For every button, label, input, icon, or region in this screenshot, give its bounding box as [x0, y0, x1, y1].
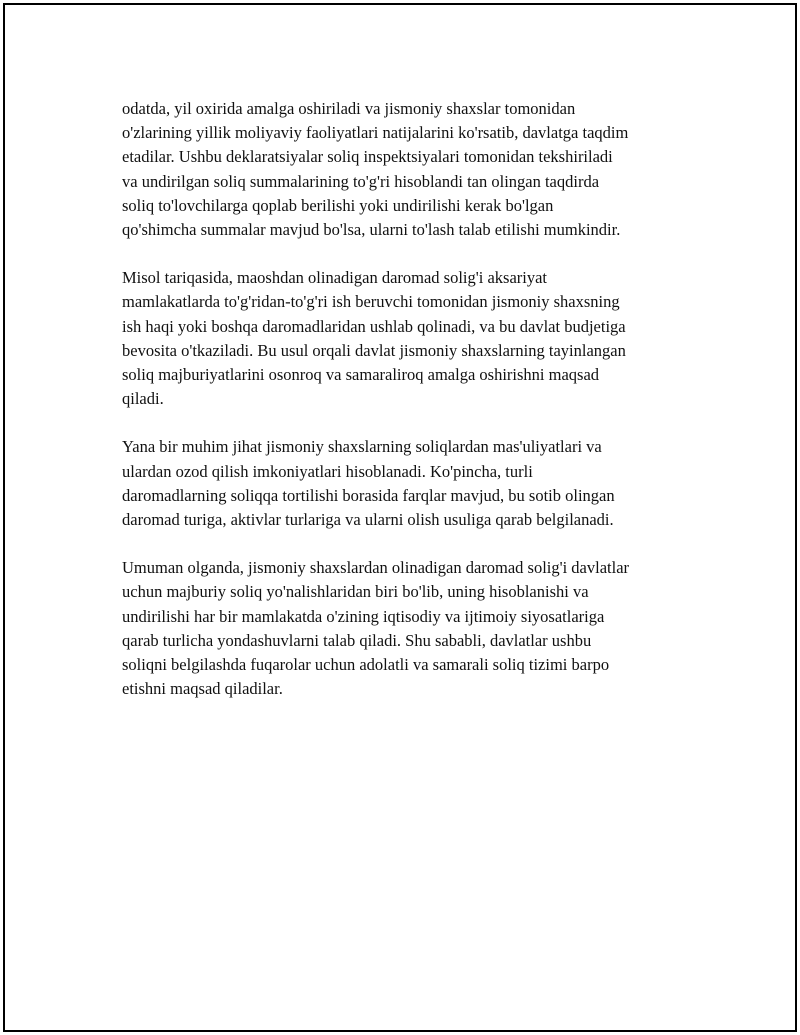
paragraph-1: [122, 97, 702, 242]
text-line: etishni maqsad qiladilar.: [122, 679, 283, 699]
text-line: daromadlarning soliqqa tortilishi borasida farqlar mavjud, bu sotib olingan: [122, 485, 615, 505]
text-line: qo'shimcha summalar mavjud bo'lsa, ularni to'lash talab etilishi mumkindir.: [122, 220, 621, 240]
paragraph-3: [122, 435, 702, 532]
text-line: bevosita o'tkaziladi. Bu usul orqali davlat jismoniy shaxslarning tayinlangan: [122, 340, 626, 360]
text-line: qarab turlicha yondashuvlarni talab qiladi. Shu sababli, davlatlar ushbu: [122, 630, 592, 650]
text-line: undirilishi har bir mamlakatda o'zining iqtisodiy va ijtimoiy siyosatlariga: [122, 606, 605, 626]
paragraph-2: [122, 266, 702, 411]
text-line: Misol tariqasida, maoshdan olinadigan daromad solig'i aksariyat: [122, 268, 548, 288]
text-line: odatda, yil oxirida amalga oshiriladi va jismoniy shaxslar tomonidan: [122, 99, 576, 118]
text-line: etadilar. Ushbu deklaratsiyalar soliq inspektsiyalari tomonidan tekshiriladi: [122, 147, 613, 167]
text-line: o'zlarining yillik moliyaviy faoliyatlari natijalarini ko'rsatib, davlatga taqdim: [122, 123, 629, 143]
text-line: daromad turiga, aktivlar turlariga va ularni olish usuliga qarab belgilanadi.: [122, 510, 614, 530]
paragraph-4: [122, 556, 702, 701]
text-line: mamlakatlarda to'g'ridan-to'g'ri ish beruvchi tomonidan jismoniy shaxsning: [122, 292, 620, 312]
text-line: soliq to'lovchilarga qoplab berilishi yoki undirilishi kerak bo'lgan: [122, 195, 554, 215]
text-line: Yana bir muhim jihat jismoniy shaxslarning soliqlardan mas'uliyatlari va: [122, 437, 602, 457]
text-line: soliq majburiyatlarini osonroq va samaraliroq amalga oshirishni maqsad: [122, 365, 600, 385]
text-line: uchun majburiy soliq yo'nalishlaridan biri bo'lib, uning hisoblanishi va: [122, 582, 589, 602]
page-frame: [3, 3, 797, 1032]
text-line: qiladi.: [122, 389, 164, 409]
text-line: Umuman olganda, jismoniy shaxslardan olinadigan daromad solig'i davlatlar: [122, 558, 630, 578]
document-body: [122, 97, 702, 725]
text-line: ish haqi yoki boshqa daromadlaridan ushlab qolinadi, va bu davlat budjetiga: [122, 316, 626, 336]
text-line: soliqni belgilashda fuqarolar uchun adolatli va samarali soliq tizimi barpo: [122, 655, 610, 675]
text-line: va undirilgan soliq summalarining to'g'ri hisoblandi tan olingan taqdirda: [122, 171, 600, 191]
text-line: ulardan ozod qilish imkoniyatlari hisoblanadi. Ko'pincha, turli: [122, 461, 533, 481]
